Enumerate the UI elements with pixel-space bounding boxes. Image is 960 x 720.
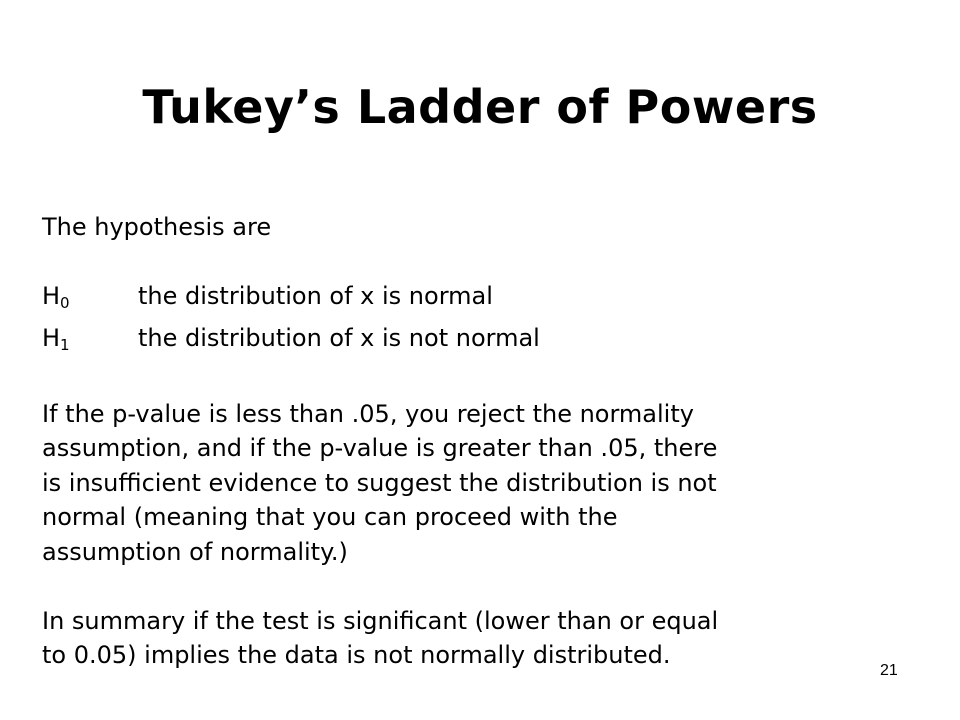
slide-title: Tukey’s Ladder of Powers [142, 80, 818, 134]
spacer [42, 245, 902, 280]
paragraph-line: normal (meaning that you can proceed with the [42, 503, 618, 531]
page-number: 21 [880, 662, 898, 679]
hypothesis-alternative-symbol: $H_1$ [42, 323, 70, 354]
hypothesis-null-symbol: $H_0$ [42, 282, 70, 312]
hypothesis-alternative [42, 321, 902, 363]
hypothesis-null [42, 279, 902, 321]
hypothesis-alternative-text: the distribution of x is not normal [138, 323, 540, 352]
paragraph-line: assumption of normality.) [42, 537, 348, 566]
slide-body [42, 210, 902, 673]
spacer [42, 362, 902, 397]
hypothesis-null-text: the distribution of x is normal [138, 282, 493, 310]
summary-line: In summary if the test is significant (lower than or equal [42, 606, 719, 635]
paragraph-line: assumption, and if the p-value is greater than .05, there [42, 434, 718, 462]
intro-text: The hypothesis are [42, 213, 272, 241]
paragraph-line: is insufficient evidence to suggest the distribution is not [42, 468, 717, 497]
paragraph-line: If the p-value is less than .05, you reject the normality [42, 399, 694, 428]
summary-line: to 0.05) implies the data is not normally distributed. [42, 641, 671, 669]
spacer [42, 569, 902, 604]
